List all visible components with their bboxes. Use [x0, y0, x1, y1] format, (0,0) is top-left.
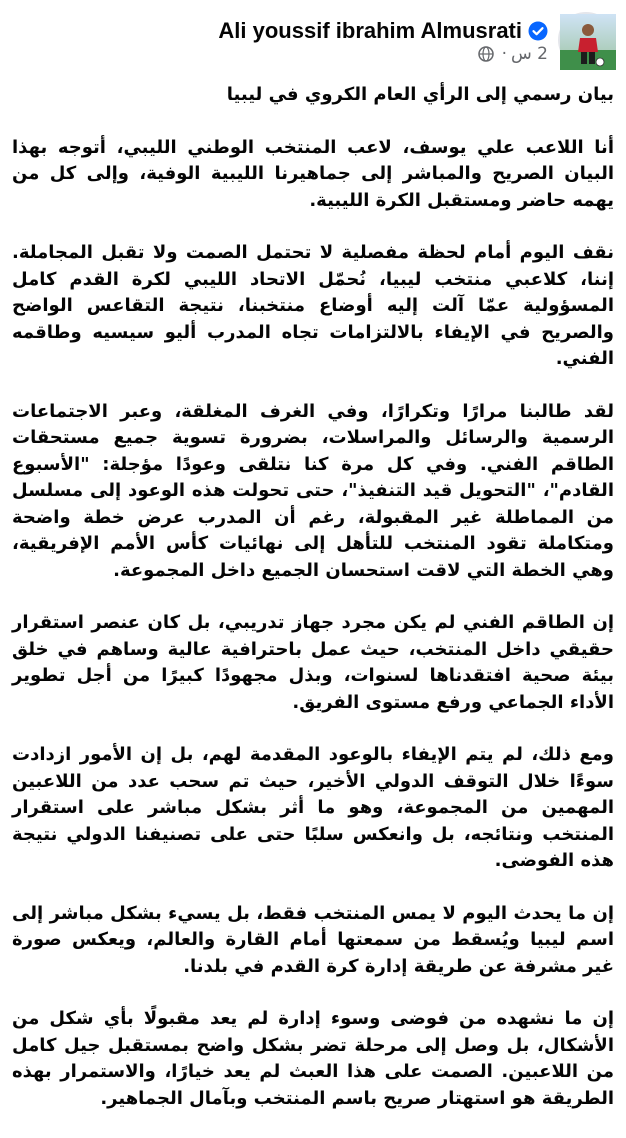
- post-paragraph: إن ما نشهده من فوضى وسوء إدارة لم يعد مقبولًا بأي شكل من الأشكال، بل وصل إلى مرحلة تضر بشكل واضح بمستقبل جيل كامل من اللاعبين. الصمت على هذا العبث لم يعد خيارًا، والاستمرار بهذه الطريقة هو استهتار صريح باسم المنتخب وبآمال الجماهير.: [12, 1008, 614, 1109]
- post-text: [12, 82, 614, 1138]
- avatar-image: [560, 14, 616, 70]
- post-paragraph: إن ما يحدث اليوم لا يمس المنتخب فقط، بل يسيء بشكل مباشر إلى اسم ليبيا ويُسقط من سمعتها أمام القارة والعالم، ويعكس صورة غير مشرفة عن طريقة إدارة كرة القدم في بلدنا.: [12, 902, 614, 977]
- post-meta: [478, 44, 548, 64]
- post-paragraph: نقف اليوم أمام لحظة مفصلية لا تحتمل الصمت ولا تقبل المجاملة. إننا، كلاعبي منتخب ليبيا، نُحمّل الاتحاد الليبي لكرة القدم كامل المسؤولية عمّا آلت إليه أوضاع منتخبنا، نتيجة التقاعس الواضح والصريح في الإيفاء بالالتزامات تجاه المدرب أليو سيسيه وطاقمه الفني.: [12, 242, 614, 369]
- verified-badge-icon: [528, 21, 548, 41]
- post-paragraph: أنا اللاعب علي يوسف، لاعب المنتخب الوطني الليبي، أتوجه بهذا البيان الصريح والمباشر إلى جماهيرنا الليبية الوفية، وإلى كل من يهمه حاضر ومستقبل الكرة الليبية.: [12, 136, 614, 211]
- post-title: بيان رسمي إلى الرأي العام الكروي في ليبيا: [226, 84, 614, 105]
- globe-icon[interactable]: [478, 46, 494, 62]
- post-paragraph: إن الطاقم الفني لم يكن مجرد جهاز تدريبي، بل كان عنصر استقرار حقيقي داخل المنتخب، حيث عمل باحترافية عالية وساهم في خلق بيئة صحية افتقدناها لسنوات، وبذل مجهودًا كبيرًا من أجل تطوير الأداء الجماعي ورفع مستوى الفريق.: [12, 612, 614, 713]
- post-paragraph: لقد طالبنا مرارًا وتكرارًا، وفي الغرف المغلقة، وعبر الاجتماعات الرسمية والرسائل والمراسلات، بضرورة تسوية جميع مستحقات الطاقم الفني. وفي كل مرة كنا نتلقى وعودًا مؤجلة: "الأسبوع القادم"، "التحويل قيد التنفيذ"، حتى تحولت هذه الوعود إلى مسلسل من المماطلة غير المقبولة، رغم أن المدرب عرض خطة واضحة ومتكاملة تقود المنتخب للتأهل إلى نهائيات كأس الأمم الإفريقية، وهي الخطة التي لاقت استحسان الجميع داخل المجموعة.: [12, 400, 614, 581]
- post-paragraph: ومع ذلك، لم يتم الإيفاء بالوعود المقدمة لهم، بل إن الأمور ازدادت سوءًا خلال التوقف الدولي الأخير، حيث تم سحب عدد من اللاعبين المهمين من المجموعة، وهو ما أثر بشكل مباشر على استقرار المنتخب ونتائجه، بل وانعكس سلبًا حتى على تصنيفنا الدولي نتيجة هذه الفوضى.: [12, 744, 614, 871]
- meta-separator: ·: [501, 44, 508, 64]
- post-header: [0, 8, 626, 68]
- author-avatar[interactable]: [558, 12, 614, 68]
- author-name-row: [218, 18, 548, 44]
- post-timestamp[interactable]: 2 س: [511, 44, 548, 64]
- author-name[interactable]: Ali youssif ibrahim Almusrati: [218, 18, 522, 43]
